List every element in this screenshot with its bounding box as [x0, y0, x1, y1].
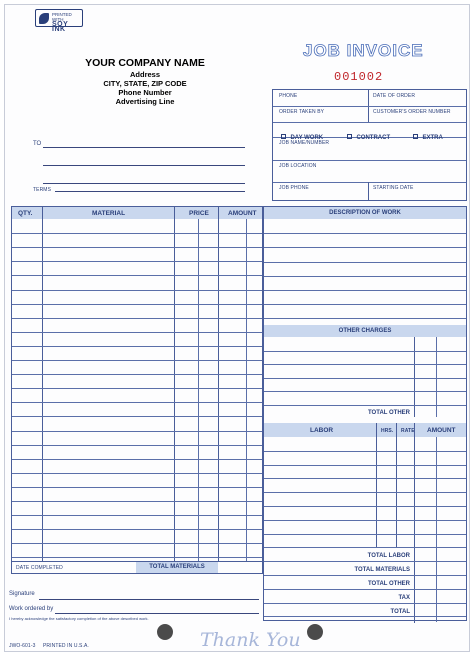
material-table-header	[12, 207, 262, 219]
to-label: TO	[33, 141, 42, 147]
ruled-row[interactable]	[264, 603, 466, 604]
labor-header: LABOR	[310, 427, 334, 434]
ruled-row[interactable]	[264, 247, 466, 248]
day-work-checkbox[interactable]	[281, 134, 286, 139]
ruled-row[interactable]	[264, 520, 466, 521]
ruled-row[interactable]	[12, 374, 262, 375]
ruled-row[interactable]	[264, 233, 466, 234]
summary-total: TOTAL	[390, 609, 410, 615]
form-code: JWO-601-3	[9, 643, 36, 649]
date-completed-label: DATE COMPLETED	[16, 565, 63, 571]
labor-amount-header: AMOUNT	[427, 427, 456, 434]
date-of-order-label: DATE OF ORDER	[373, 93, 416, 99]
ruled-row[interactable]	[12, 304, 262, 305]
extra-checkbox[interactable]	[413, 134, 418, 139]
punch-hole-right	[307, 624, 323, 640]
ruled-row[interactable]	[12, 402, 262, 403]
ruled-row[interactable]	[12, 529, 262, 530]
signature-line[interactable]	[39, 599, 259, 600]
ruled-row[interactable]	[12, 261, 262, 262]
ruled-row[interactable]	[12, 247, 262, 248]
ruled-row[interactable]	[12, 290, 262, 291]
summary-tax: TAX	[398, 595, 410, 601]
acknowledge-text: I hereby acknowledge the satisfactory completion of the above described work.	[9, 616, 149, 621]
ruled-row[interactable]	[264, 616, 466, 617]
ruled-row[interactable]	[12, 332, 262, 333]
ruled-row[interactable]	[264, 492, 466, 493]
ruled-row[interactable]	[264, 561, 466, 562]
ruled-row[interactable]	[264, 534, 466, 535]
work-table	[263, 206, 467, 621]
ruled-row[interactable]	[12, 431, 262, 432]
invoice-form	[4, 4, 470, 652]
ruled-row[interactable]	[12, 487, 262, 488]
ruled-row[interactable]	[264, 465, 466, 466]
summary-total-other: TOTAL OTHER	[368, 581, 410, 587]
ruled-row[interactable]	[12, 473, 262, 474]
total-other-label: TOTAL OTHER	[368, 410, 410, 416]
work-ordered-by-label: Work ordered by	[9, 606, 54, 612]
ruled-row[interactable]	[264, 575, 466, 576]
invoice-title: JOB INVOICE	[303, 41, 424, 60]
soy-ink-logo: PRINTED WITH SOY INK	[35, 9, 83, 27]
job-info-box	[272, 89, 467, 201]
phone-label: PHONE	[279, 93, 298, 99]
summary-total-labor: TOTAL LABOR	[367, 553, 410, 559]
ruled-row[interactable]	[264, 262, 466, 263]
job-location-label: JOB LOCATION	[279, 163, 317, 169]
work-ordered-by-line[interactable]	[55, 613, 259, 614]
contract-option[interactable]: CONTRACT	[347, 126, 390, 144]
ruled-row[interactable]	[264, 506, 466, 507]
to-line-3[interactable]	[43, 183, 245, 184]
ruled-row[interactable]	[264, 318, 466, 319]
terms-label: TERMS	[33, 187, 51, 193]
ruled-row[interactable]	[264, 391, 466, 392]
to-line-1[interactable]	[43, 147, 245, 148]
ruled-row[interactable]	[264, 378, 466, 379]
ruled-row[interactable]	[264, 351, 466, 352]
amount-header: AMOUNT	[228, 210, 257, 217]
order-taken-by-label: ORDER TAKEN BY	[279, 109, 325, 115]
signature-label: Signature	[9, 591, 35, 597]
ruled-row[interactable]	[12, 388, 262, 389]
punch-hole-left	[157, 624, 173, 640]
hrs-header: HRS.	[381, 428, 394, 434]
starting-date-label: STARTING DATE	[373, 185, 414, 191]
rate-header: RATE	[401, 428, 415, 434]
ruled-row[interactable]	[264, 364, 466, 365]
ruled-row[interactable]	[12, 501, 262, 502]
summary-total-materials: TOTAL MATERIALS	[354, 567, 410, 573]
job-name-label: JOB NAME/NUMBER	[279, 140, 330, 146]
to-line-2[interactable]	[43, 165, 245, 166]
company-advertising: Advertising Line	[115, 97, 175, 106]
ruled-row[interactable]	[264, 405, 466, 406]
terms-line[interactable]	[55, 191, 245, 192]
job-phone-label: JOB PHONE	[279, 185, 309, 191]
material-table	[11, 206, 263, 574]
qty-header: QTY.	[18, 210, 33, 217]
ruled-row[interactable]	[264, 451, 466, 452]
company-phone: Phone Number	[118, 88, 172, 97]
ruled-row[interactable]	[12, 346, 262, 347]
company-city: CITY, STATE, ZIP CODE	[103, 79, 187, 88]
ruled-row[interactable]	[264, 290, 466, 291]
material-header: MATERIAL	[92, 210, 126, 217]
day-work-option[interactable]: DAY WORK	[281, 126, 323, 144]
ruled-row[interactable]	[12, 416, 262, 417]
ruled-row[interactable]	[12, 318, 262, 319]
invoice-number: 001002	[334, 70, 384, 84]
customer-order-number-label: CUSTOMER'S ORDER NUMBER	[373, 109, 451, 115]
ruled-row[interactable]	[12, 459, 262, 460]
ruled-row[interactable]	[12, 233, 262, 234]
ruled-row[interactable]	[264, 478, 466, 479]
total-materials-label: TOTAL MATERIALS	[136, 562, 218, 573]
ruled-row[interactable]	[264, 547, 466, 548]
extra-option[interactable]: EXTRA	[413, 126, 443, 144]
ruled-row[interactable]	[264, 304, 466, 305]
printed-in-usa: PRINTED IN U.S.A.	[43, 643, 89, 649]
ruled-row[interactable]	[264, 276, 466, 277]
thank-you-text: Thank You	[200, 629, 301, 651]
ruled-row[interactable]	[12, 360, 262, 361]
ruled-row[interactable]	[12, 557, 262, 558]
ruled-row[interactable]	[12, 515, 262, 516]
contract-checkbox[interactable]	[347, 134, 352, 139]
soy-leaf-icon	[39, 13, 49, 24]
description-header: DESCRIPTION OF WORK	[264, 207, 466, 219]
ruled-row[interactable]	[12, 543, 262, 544]
ruled-row[interactable]	[12, 445, 262, 446]
ruled-row[interactable]	[264, 589, 466, 590]
company-name: YOUR COMPANY NAME	[85, 57, 205, 69]
price-header: PRICE	[189, 210, 209, 217]
other-charges-header: OTHER CHARGES	[264, 325, 466, 337]
ruled-row[interactable]	[12, 275, 262, 276]
company-address: Address	[129, 70, 160, 79]
